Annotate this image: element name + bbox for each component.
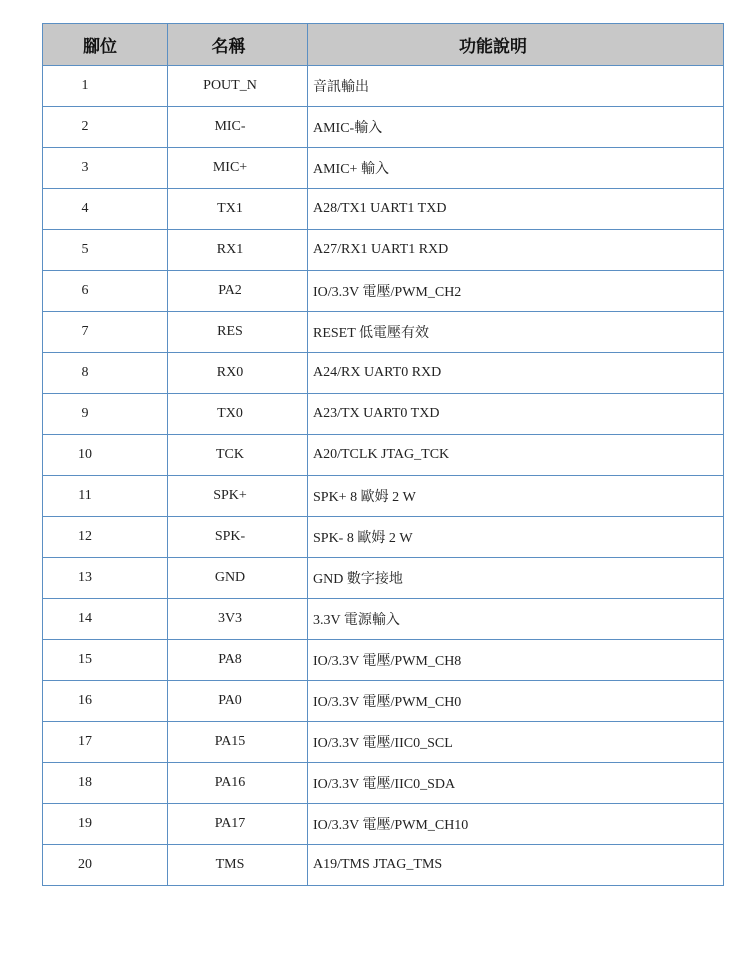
pin-name-cell: PA16 [168,763,308,804]
pin-number-cell: 17 [43,722,168,763]
pin-name-cell: GND [168,558,308,599]
table-row [43,394,724,435]
table-row [43,558,724,599]
pin-name-cell: PA0 [168,681,308,722]
pin-name-cell: 3V3 [168,599,308,640]
table-body [43,66,724,886]
table-row [43,722,724,763]
table-row [43,312,724,353]
pin-description-cell: A19/TMS JTAG_TMS [308,845,724,886]
pin-description-cell: A28/TX1 UART1 TXD [308,189,724,230]
table-row [43,845,724,886]
pin-number-cell: 8 [43,353,168,394]
pin-number-cell: 10 [43,435,168,476]
pin-name-cell: PA17 [168,804,308,845]
pin-description-cell: A23/TX UART0 TXD [308,394,724,435]
pin-number-cell: 3 [43,148,168,189]
table-row [43,476,724,517]
pin-description-cell: 音訊輸出 [308,66,724,107]
pin-number-cell: 15 [43,640,168,681]
pin-number-cell: 13 [43,558,168,599]
pin-name-cell: TX0 [168,394,308,435]
pin-number-cell: 5 [43,230,168,271]
pin-description-cell: SPK+ 8 歐姆 2 W [308,476,724,517]
header-description: 功能說明 [308,24,724,66]
header-row [43,24,724,66]
pin-number-cell: 9 [43,394,168,435]
pin-name-cell: TX1 [168,189,308,230]
pin-name-cell: POUT_N [168,66,308,107]
pin-description-cell: AMIC+ 輸入 [308,148,724,189]
pin-description-cell: IO/3.3V 電壓/PWM_CH0 [308,681,724,722]
pin-number-cell: 12 [43,517,168,558]
pin-name-cell: RX0 [168,353,308,394]
pin-name-cell: SPK- [168,517,308,558]
pin-description-cell: A24/RX UART0 RXD [308,353,724,394]
pin-number-cell: 20 [43,845,168,886]
pin-description-cell: 3.3V 電源輸入 [308,599,724,640]
pin-number-cell: 6 [43,271,168,312]
pin-description-cell: SPK- 8 歐姆 2 W [308,517,724,558]
pin-name-cell: MIC+ [168,148,308,189]
pin-name-cell: RX1 [168,230,308,271]
header-name: 名稱 [168,24,308,66]
table-row [43,599,724,640]
table-row [43,681,724,722]
table-row [43,230,724,271]
table-row [43,271,724,312]
pin-name-cell: TCK [168,435,308,476]
table-row [43,66,724,107]
pin-description-cell: IO/3.3V 電壓/PWM_CH10 [308,804,724,845]
pin-number-cell: 11 [43,476,168,517]
table-row [43,148,724,189]
pin-description-cell: AMIC-輸入 [308,107,724,148]
pin-description-cell: IO/3.3V 電壓/PWM_CH2 [308,271,724,312]
pin-number-cell: 7 [43,312,168,353]
table-row [43,353,724,394]
pin-number-cell: 18 [43,763,168,804]
table-row [43,763,724,804]
table-row [43,640,724,681]
pin-description-cell: IO/3.3V 電壓/IIC0_SDA [308,763,724,804]
pin-number-cell: 4 [43,189,168,230]
pin-description-cell: GND 數字接地 [308,558,724,599]
pin-name-cell: TMS [168,845,308,886]
pin-name-cell: SPK+ [168,476,308,517]
table-row [43,517,724,558]
pin-name-cell: PA15 [168,722,308,763]
pin-description-cell: IO/3.3V 電壓/IIC0_SCL [308,722,724,763]
pin-table [42,23,724,886]
pin-number-cell: 1 [43,66,168,107]
table-row [43,189,724,230]
table-row [43,107,724,148]
pin-description-cell: A27/RX1 UART1 RXD [308,230,724,271]
table-row [43,804,724,845]
pin-description-cell: RESET 低電壓有效 [308,312,724,353]
pin-number-cell: 14 [43,599,168,640]
pin-name-cell: MIC- [168,107,308,148]
pin-number-cell: 2 [43,107,168,148]
pin-name-cell: PA2 [168,271,308,312]
pin-description-cell: IO/3.3V 電壓/PWM_CH8 [308,640,724,681]
header-pin: 腳位 [43,24,168,66]
table-row [43,435,724,476]
table-header [43,24,724,66]
pin-description-cell: A20/TCLK JTAG_TCK [308,435,724,476]
pin-name-cell: RES [168,312,308,353]
pin-name-cell: PA8 [168,640,308,681]
pin-number-cell: 19 [43,804,168,845]
pin-number-cell: 16 [43,681,168,722]
